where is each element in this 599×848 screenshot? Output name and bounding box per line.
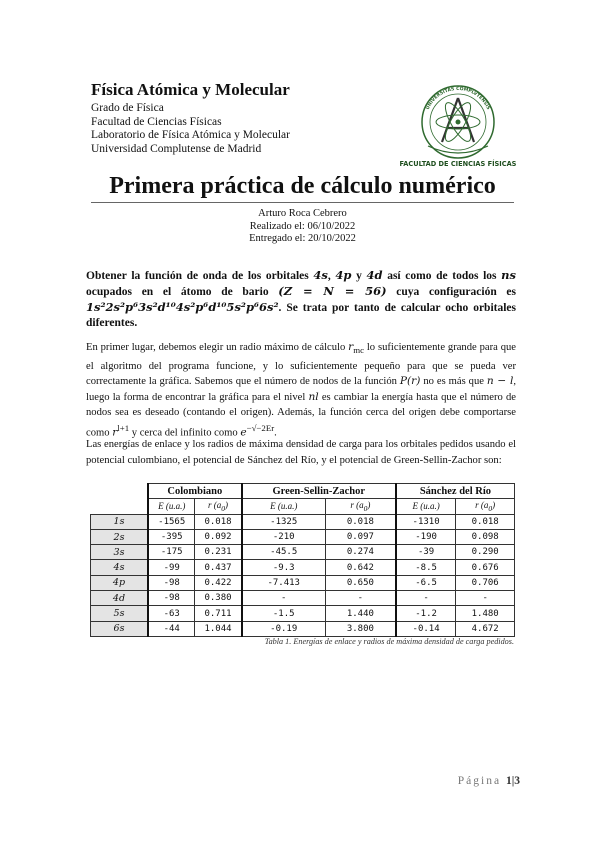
radius-cell: 3.800 bbox=[325, 621, 395, 636]
document-title: Primera práctica de cálculo numérico bbox=[109, 173, 496, 199]
title-divider bbox=[91, 202, 514, 203]
energy-cell: -98 bbox=[148, 591, 195, 606]
radius-cell: 0.092 bbox=[195, 529, 242, 544]
table-caption: Tabla 1. Energías de enlace y radios de máxima densidad de carga pedidos. bbox=[264, 637, 514, 646]
energy-cell: -44 bbox=[148, 621, 195, 636]
energy-header: E (u.a.) bbox=[396, 499, 456, 514]
energy-cell: -6.5 bbox=[396, 575, 456, 590]
group-header-gsz: Green-Sellin-Zachor bbox=[242, 484, 396, 499]
energy-cell: -98 bbox=[148, 575, 195, 590]
delivery-date: Entregado el: 20/10/2022 bbox=[249, 233, 356, 244]
energy-cell: -0.14 bbox=[396, 621, 456, 636]
energy-cell: -210 bbox=[242, 529, 326, 544]
table-row bbox=[91, 514, 515, 529]
orbital-label: 1s bbox=[91, 514, 149, 529]
university-line: Universidad Complutense de Madrid bbox=[91, 142, 262, 155]
energy-cell: -1565 bbox=[148, 514, 195, 529]
radius-cell: 0.018 bbox=[456, 514, 515, 529]
radius-cell: 0.642 bbox=[325, 560, 395, 575]
orbital-label: 5s bbox=[91, 606, 149, 621]
table-row bbox=[91, 621, 515, 636]
radius-cell: 0.097 bbox=[325, 529, 395, 544]
table-row bbox=[91, 560, 515, 575]
table-row bbox=[91, 606, 515, 621]
course-title: Física Atómica y Molecular bbox=[91, 80, 290, 99]
orbital-label: 4p bbox=[91, 575, 149, 590]
table-row bbox=[91, 591, 515, 606]
table-row bbox=[91, 529, 515, 544]
energy-cell: -39 bbox=[396, 545, 456, 560]
orbital-label: 4d bbox=[91, 591, 149, 606]
orbital-label: 3s bbox=[91, 545, 149, 560]
orbital-label: 2s bbox=[91, 529, 149, 544]
radius-cell: 0.098 bbox=[456, 529, 515, 544]
energy-cell: - bbox=[242, 591, 326, 606]
energy-cell: - bbox=[396, 591, 456, 606]
radius-header: r $(a_0)$ bbox=[456, 499, 515, 514]
energy-cell: -395 bbox=[148, 529, 195, 544]
energy-cell: -0.19 bbox=[242, 621, 326, 636]
table-row bbox=[91, 575, 515, 590]
radius-cell: 0.274 bbox=[325, 545, 395, 560]
radius-cell: 1.440 bbox=[325, 606, 395, 621]
group-header-sanchez: Sánchez del Río bbox=[396, 484, 515, 499]
radius-cell: 0.231 bbox=[195, 545, 242, 560]
objective-paragraph: Obtener la función de onda de los orbitales 4s, 4p y 4d así como de todos los ns ocupados en el átomo de bario (Z = N = 56) cuya configuración es 1s²2s²p⁶3s²d¹⁰4s²p⁶d¹⁰5s²p⁶6s². Se trata por tanto de calcular ocho orbitales diferentes. bbox=[86, 268, 517, 329]
table-row bbox=[91, 545, 515, 560]
energy-header: E (u.a.) bbox=[242, 499, 326, 514]
radius-cell: 0.018 bbox=[325, 514, 395, 529]
radius-header: r $(a_0)$ bbox=[325, 499, 395, 514]
author-block bbox=[91, 208, 514, 246]
radius-cell: 0.290 bbox=[456, 545, 515, 560]
realization-date: Realizado el: 06/10/2022 bbox=[249, 220, 356, 232]
orbital-label: 4s bbox=[91, 560, 149, 575]
svg-text:FACULTAD DE CIENCIAS FÍSICAS: FACULTAD DE CIENCIAS FÍSICAS bbox=[399, 160, 517, 168]
degree-line: Grado de Física bbox=[91, 102, 164, 114]
svg-text:UNIVERSITAS COMPLVTENSIS: UNIVERSITAS COMPLVTENSIS bbox=[425, 86, 491, 111]
energy-cell: -7.413 bbox=[242, 575, 326, 590]
results-table bbox=[90, 483, 515, 637]
radius-cell: - bbox=[456, 591, 515, 606]
radius-cell: 0.422 bbox=[195, 575, 242, 590]
energy-cell: -45.5 bbox=[242, 545, 326, 560]
radius-cell: 0.018 bbox=[195, 514, 242, 529]
energy-cell: -99 bbox=[148, 560, 195, 575]
radius-cell: 0.676 bbox=[456, 560, 515, 575]
energy-cell: -1.2 bbox=[396, 606, 456, 621]
radius-header: r $(a_0)$ bbox=[195, 499, 242, 514]
energy-cell: -63 bbox=[148, 606, 195, 621]
method-paragraph: En primer lugar, debemos elegir un radio máximo de cálculo $r_{mc}$ lo suficientemente grande para que el algoritmo del programa funcione, y lo suficientemente pequeño para que se pueda ver correctamente la gráfica. Sabemos que el número de nodos de la función P(r) no es más que n − l, luego la forma de encontrar la gráfica para el nivel nl es cambiar la energía hasta que el número de nodos sea es deseado (contando el origen). Además, la función cerca del origen debe comportarse como $r^{l+1}$ y cerca del infinito como $e^{-√-2Er}$. bbox=[86, 341, 516, 439]
energy-cell: -175 bbox=[148, 545, 195, 560]
energy-cell: -1325 bbox=[242, 514, 326, 529]
energy-cell: -190 bbox=[396, 529, 456, 544]
radius-cell: 0.650 bbox=[325, 575, 395, 590]
results-intro-paragraph: Las energías de enlace y los radios de máxima densidad de carga para los orbitales pedidos usando el potencial culombiano, el potencial de Sánchez del Río, y el potencial de Green-Sellin-Zachor son: bbox=[86, 439, 516, 466]
document-header bbox=[91, 80, 321, 156]
faculty-logo bbox=[398, 76, 518, 168]
energy-cell: -1.5 bbox=[242, 606, 326, 621]
radius-cell: 0.706 bbox=[456, 575, 515, 590]
page-footer: Página 1|3 bbox=[457, 775, 520, 787]
radius-cell: - bbox=[325, 591, 395, 606]
author-name: Arturo Roca Cebrero bbox=[258, 208, 347, 219]
radius-cell: 4.672 bbox=[456, 621, 515, 636]
energy-header: E (u.a.) bbox=[148, 499, 195, 514]
results-table-body bbox=[91, 514, 515, 636]
radius-cell: 0.437 bbox=[195, 560, 242, 575]
radius-cell: 1.480 bbox=[456, 606, 515, 621]
energy-cell: -9.3 bbox=[242, 560, 326, 575]
electron-configuration: 1s²2s²p⁶3s²d¹⁰4s²p⁶d¹⁰5s²p⁶6s² bbox=[86, 300, 279, 314]
laboratory-line: Laboratorio de Física Atómica y Molecular bbox=[91, 129, 290, 141]
group-header-colombiano: Colombiano bbox=[148, 484, 242, 499]
radius-cell: 0.380 bbox=[195, 591, 242, 606]
energy-cell: -1310 bbox=[396, 514, 456, 529]
radius-cell: 0.711 bbox=[195, 606, 242, 621]
radius-cell: 1.044 bbox=[195, 621, 242, 636]
energy-cell: -8.5 bbox=[396, 560, 456, 575]
faculty-line: Facultad de Ciencias Físicas bbox=[91, 115, 222, 128]
orbital-label: 6s bbox=[91, 621, 149, 636]
